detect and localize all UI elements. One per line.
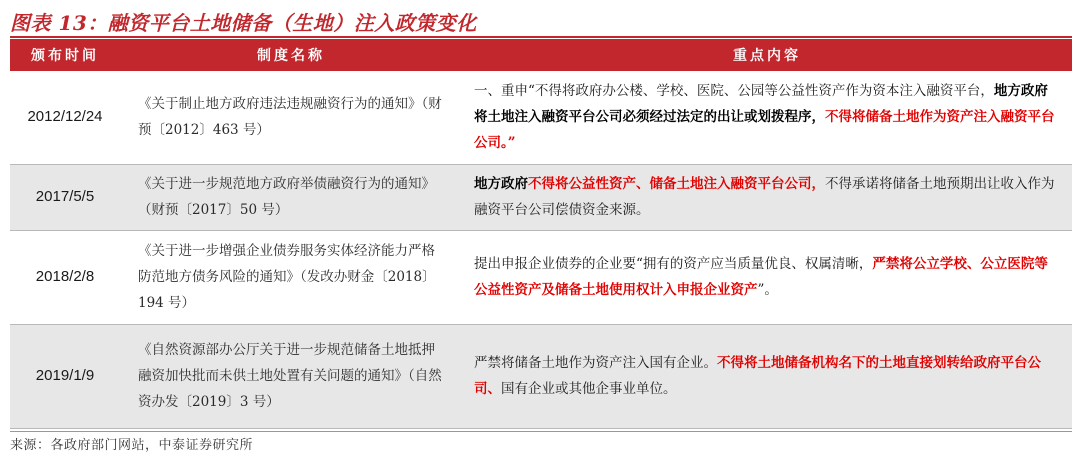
table-row [10,71,1072,164]
header-date: 颁布时间 [10,39,120,71]
row-content [462,230,1072,324]
content-segment: 地方政府 [474,176,528,192]
content-segment: 一、重申“不得将政府办公楼、学校、医院、公园等公益性资产作为资本注入融资平台， [474,83,994,100]
table-row [10,230,1072,324]
header-content: 重点内容 [462,39,1072,71]
row-date: 2017/5/5 [10,164,120,230]
row-date: 2012/12/24 [27,108,103,126]
row-content [462,71,1072,164]
row-date: 2019/1/9 [10,324,120,428]
content-segment: 提出申报企业债券的企业要“拥有的资产应当质量优良、权属清晰， [474,256,873,272]
row-content [462,324,1072,428]
title-bar [10,4,1072,38]
content-segment: 严禁将公立学校、公立医院等公益性资产及储备土地使用权计入申报企业资产 [474,256,1048,298]
row-policy: 《关于进一步规范地方政府举债融资行为的通知》（财预〔2017〕50 号） [120,164,462,230]
row-date: 2018/2/8 [35,268,95,285]
policy-table [10,39,1072,429]
content-segment: 不得承诺将储备土地预期出让收入作为融资平台公司偿债资金来源。 [474,176,1055,218]
content-segment: 不得将公益性资产、储备土地注入融资平台公司， [528,176,825,192]
table-header-row [10,39,1072,71]
source-note: 来源：各政府部门网站，中泰证券研究所 [10,438,254,453]
content-segment: 不得将土地储备机构名下的土地直接划转给政府平台公司、 [474,355,1041,397]
row-content [462,164,1072,230]
content-segment: 不得将储备土地作为资产注入融资平台公司。” [474,109,1055,152]
table-row [10,164,1072,230]
row-policy: 《关于制止地方政府违法违规融资行为的通知》（财预〔2012〕463 号） [138,96,442,139]
content-segment: 地方政府将土地注入融资平台公司必须经过法定的出让或划拨程序， [474,83,1048,126]
table-row [10,324,1072,428]
content-segment: 严禁将储备土地作为资产注入国有企业。 [474,355,717,371]
figure-title: 图表 13：融资平台土地储备（生地）注入政策变化 [10,11,477,35]
header-policy: 制度名称 [120,39,462,71]
row-policy: 《自然资源部办公厅关于进一步规范储备土地抵押融资加快批而未供土地处置有关问题的通知》（自然资办发〔2019〕3 号） [120,324,462,428]
bottom-rule [10,431,1072,432]
content-segment: 国有企业或其他企事业单位。 [501,381,677,397]
row-policy: 《关于进一步增强企业债券服务实体经济能力严格防范地方债务风险的通知》（发改办财金〔2018〕194 号） [138,243,436,311]
content-segment: ”。 [757,282,778,298]
